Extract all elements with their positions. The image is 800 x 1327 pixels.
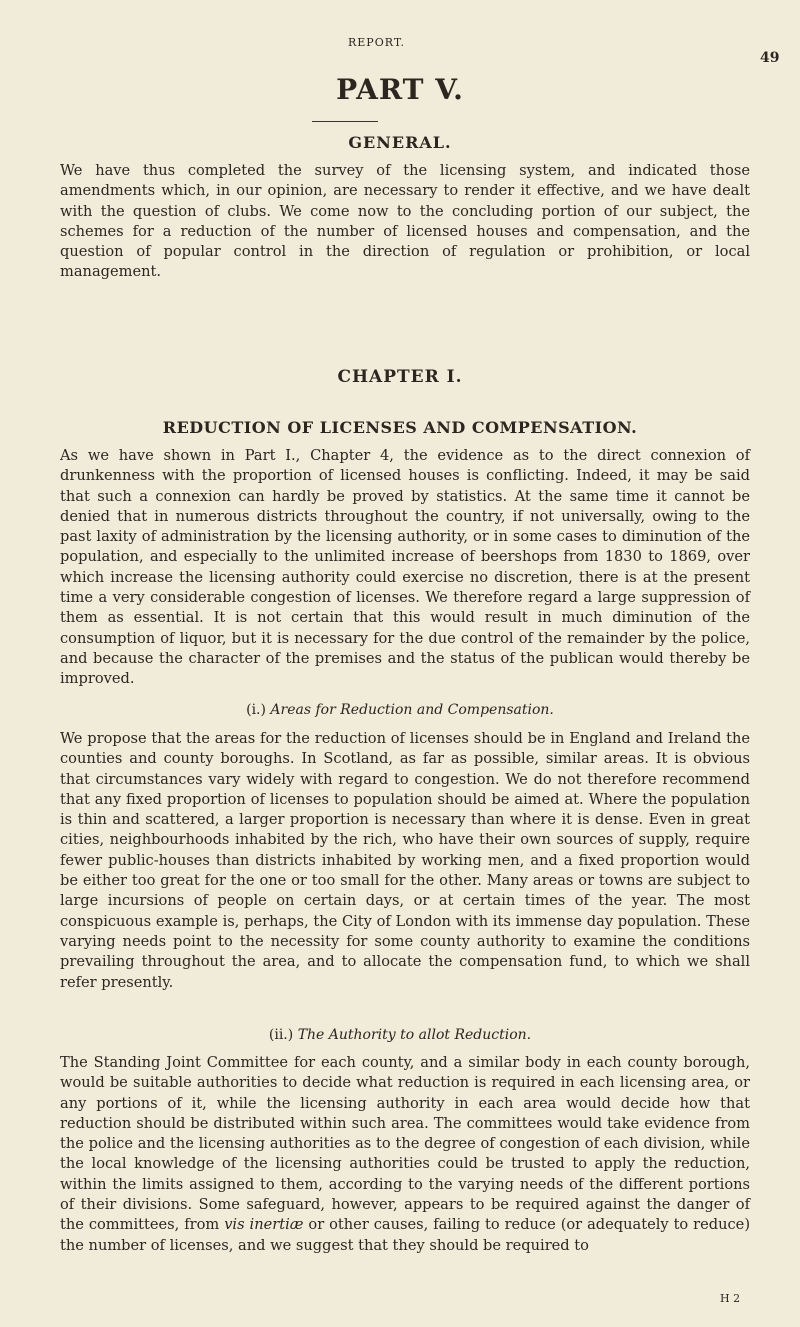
page-number: 49: [760, 50, 780, 66]
section-2-number: (ii.): [268, 1027, 294, 1043]
chapter-paragraph: As we have shown in Part I., Chapter 4, the evidence as to the direct connexion of drunkenness with the proportion of licensed houses is conflicting. Indeed, it may be said that such a connexion can hardly be proved by statistics. At the same time it cannot be denied that in numerous districts throughout the country, if not universally, owing to the past laxity of administration by the licensing authority, or in some cases to diminution of the population, and especially to the unlimited increase of beershops from 1830 to 1869, over which increase the licensing authority could exercise no discretion, there is at the present time a very considerable congestion of licenses. We therefore regard a large suppression of them as essential. It is not certain that this would result in much diminution of the consumption of liquor, but it is necessary for the due control of the remainder by the police, and because the character of the premises and the status of the publican would thereby be improved.: [60, 447, 750, 688]
signature-mark: H 2: [720, 1292, 741, 1305]
general-heading: GENERAL.: [348, 133, 452, 152]
section-1-heading: [0, 702, 800, 718]
section-1-number: (i.): [246, 702, 266, 718]
section-2-text-end: or other causes, failing to reduce (or adequately to reduce) the number of licenses, and we suggest that they should be required to: [60, 1216, 751, 1254]
title-rule: [312, 121, 378, 122]
section-2-title: The Authority to allot Reduction.: [297, 1027, 532, 1043]
section-2-paragraph: [60, 1053, 750, 1256]
section-1-paragraph: We propose that the areas for the reduction of licenses should be in England and Ireland the counties and county boroughs. In Scotland, as far as possible, similar areas. It is obvious that circumstances vary widely with regard to congestion. We do not therefore recommend that any fixed proportion of licenses to population should be aimed at. Where the population is thin and scattered, a larger proportion is necessary than where it is dense. Even in great cities, neighbourhoods inhabited by the rich, who have their own sources of supply, require fewer public-houses than districts inhabited by working men, and a fixed proportion would be either too great for the one or too small for the other. Many areas or towns are subject to large incursions of people on certain days, or at certain times of the year. The most conspicuous example is, perhaps, the City of London with its immense day population. These varying needs point to the necessity for some county authority to examine the conditions prevailing throughout the area, and to allocate the compensation fund, to which we shall refer presently.: [60, 730, 750, 991]
section-1-title: Areas for Reduction and Compensation.: [270, 702, 554, 718]
chapter-heading: CHAPTER I.: [337, 367, 463, 387]
latin-phrase: vis inertiæ: [224, 1216, 304, 1234]
part-title: PART V.: [336, 73, 464, 106]
section-2-text-start: The Standing Joint Committee for each county, and a similar body in each county borough, would be suitable authorities to decide what reduction is required in each licensing area, or any portions of it, while the licensing authority in each area would decide how that reduction should be distributed within such area. The committees would take evidence from the police and the licensing authorities as to the degree of congestion of each division, while the local knowledge of the licensing authorities could be trusted to apply the reduction, within the limits assigned to them, according to the varying needs of the different portions of their divisions. Some safeguard, however, appears to be required against the danger of the committees, from: [60, 1054, 750, 1234]
running-title: REPORT.: [348, 36, 406, 49]
section-2-heading: [0, 1027, 800, 1043]
intro-paragraph: We have thus completed the survey of the licensing system, and indicated those amendments which, in our opinion, are necessary to render it effective, and we have dealt with the question of clubs. We come now to the concluding portion of our subject, the schemes for a reduction of the number of licensed houses and compensation, and the question of popular control in the direction of regulation or prohibition, or local management.: [60, 162, 750, 281]
chapter-title: REDUCTION OF LICENSES AND COMPENSATION.: [162, 418, 638, 437]
